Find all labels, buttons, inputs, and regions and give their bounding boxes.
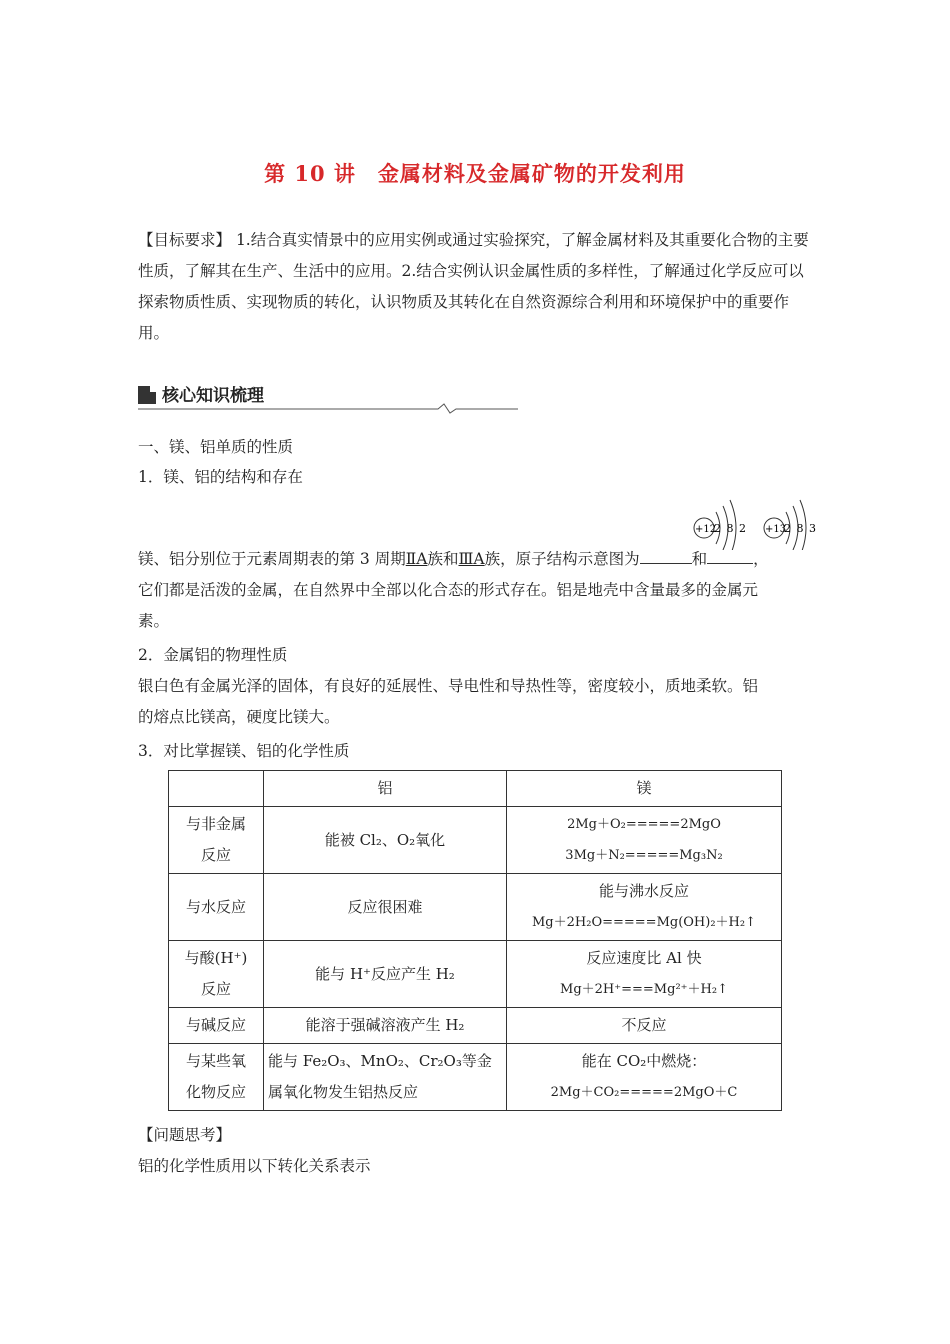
question-text: 铝的化学性质用以下转化关系表示 bbox=[138, 1157, 371, 1175]
question-tag: 【问题思考】 bbox=[138, 1126, 232, 1144]
table-row bbox=[169, 807, 782, 874]
table-header: 铝 bbox=[264, 771, 507, 807]
row-prop: 与酸(H⁺)反应 bbox=[169, 941, 264, 1008]
group-2a: ⅡA bbox=[405, 550, 428, 568]
row-al: 能与 Fe₂O₃、MnO₂、Cr₂O₃等金属氧化物发生铝热反应 bbox=[264, 1044, 507, 1111]
structure-line-3: 素。 bbox=[138, 612, 170, 630]
table-row bbox=[169, 1008, 782, 1044]
row-prop: 与碱反应 bbox=[169, 1008, 264, 1044]
row-prop: 与水反应 bbox=[169, 874, 264, 941]
al-shells: 2 8 3 bbox=[784, 522, 817, 535]
table-row bbox=[169, 1044, 782, 1111]
al-atom-diagram bbox=[760, 494, 820, 550]
row-prop: 与非金属反应 bbox=[169, 807, 264, 874]
table-row bbox=[169, 874, 782, 941]
mg-nucleus: +12 bbox=[695, 524, 717, 535]
table-header-row bbox=[169, 771, 782, 807]
page-title: 第 10 讲 金属材料及金属矿物的开发利用 bbox=[264, 161, 686, 186]
al-nucleus: +13 bbox=[765, 524, 787, 535]
row-al: 反应很困难 bbox=[264, 874, 507, 941]
section-heading bbox=[138, 380, 518, 414]
row-mg-2: 2Mg＋CO₂=====2MgO＋C bbox=[550, 1085, 738, 1100]
table-header: 镁 bbox=[507, 771, 782, 807]
comparison-table bbox=[168, 770, 782, 1111]
table-header bbox=[169, 771, 264, 807]
group-3a: ⅢA bbox=[458, 550, 485, 568]
row-al: 能被 Cl₂、O₂氧化 bbox=[264, 807, 507, 874]
goals-tag: 【目标要求】 bbox=[138, 231, 232, 249]
row-mg-1: 反应速度比 Al 快 bbox=[586, 949, 702, 967]
phys-line-2: 的熔点比镁高，硬度比镁大。 bbox=[138, 708, 340, 726]
learning-goals bbox=[138, 225, 818, 349]
row-mg-2: Mg＋2H₂O=====Mg(OH)₂＋H₂↑ bbox=[532, 915, 756, 930]
row-al: 能溶于强碱溶液产生 H₂ bbox=[264, 1008, 507, 1044]
row-mg-1: 能在 CO₂中燃烧： bbox=[581, 1052, 707, 1070]
section-divider bbox=[138, 402, 518, 414]
row-mg-2: 3Mg＋N₂=====Mg₃N₂ bbox=[565, 848, 723, 863]
section-heading-label: 核心知识梳理 bbox=[162, 386, 264, 406]
row-mg-1: 不反应 bbox=[507, 1008, 782, 1044]
sub2-heading: 2．金属铝的物理性质 bbox=[138, 646, 288, 664]
mg-shells: 2 8 2 bbox=[714, 522, 747, 535]
sub3-heading: 3．对比掌握镁、铝的化学性质 bbox=[138, 742, 350, 760]
sub1-heading: 1．镁、铝的结构和存在 bbox=[138, 468, 303, 486]
structure-line-1: 镁、铝分别位于元素周期表的第 3 周期ⅡA族和ⅢA族，原子结构示意图为 和 ， bbox=[138, 550, 769, 568]
phys-line-1: 银白色有金属光泽的固体，有良好的延展性、导电性和导热性等，密度较小，质地柔软。铝 bbox=[138, 677, 759, 695]
mg-atom-diagram bbox=[690, 494, 750, 550]
row-mg-2: Mg＋2H⁺===Mg²⁺＋H₂↑ bbox=[560, 982, 728, 997]
table-row bbox=[169, 941, 782, 1008]
row-al: 能与 H⁺反应产生 H₂ bbox=[264, 941, 507, 1008]
row-mg-1: 能与沸水反应 bbox=[598, 882, 689, 900]
row-prop: 与某些氧化物反应 bbox=[169, 1044, 264, 1111]
row-mg-1: 2Mg＋O₂=====2MgO bbox=[567, 817, 721, 832]
goals-text: 1.结合真实情景中的应用实例或通过实验探究，了解金属材料及其重要化合物的主要性质，了解其在生产、生活中的应用。2.结合实例认识金属性质的多样性，了解通过化学反应可以探索物质性质、实现物质的转化，认识物质及其转化在自然资源综合利用和环境保护中的重要作用。 bbox=[138, 231, 809, 342]
structure-line-2: 它们都是活泼的金属，在自然界中全部以化合态的形式存在。铝是地壳中含量最多的金属元 bbox=[138, 581, 759, 599]
part1-heading: 一、镁、铝单质的性质 bbox=[138, 438, 294, 456]
